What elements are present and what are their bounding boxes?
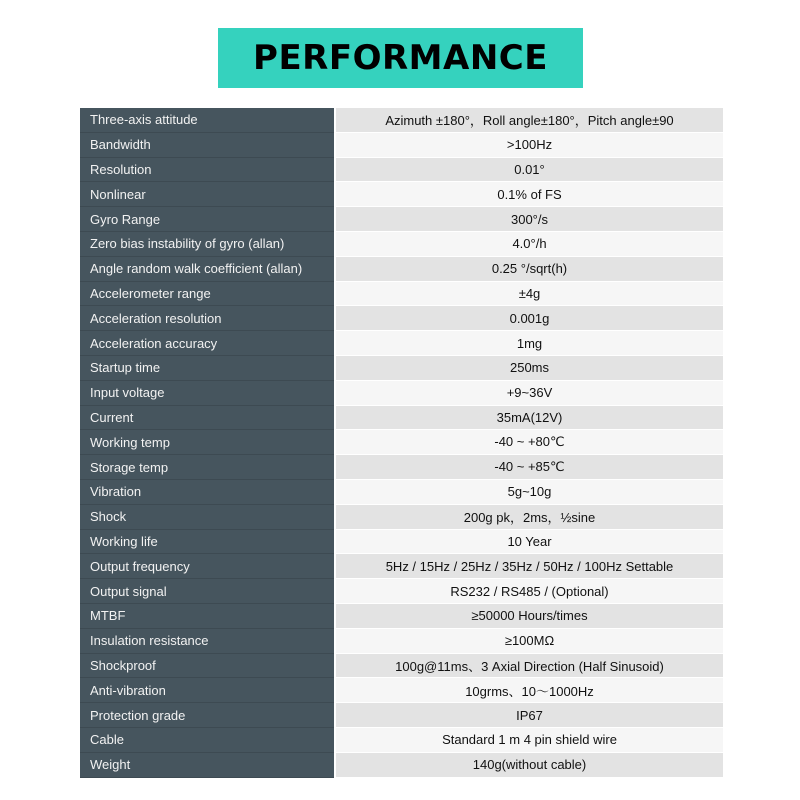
spec-label: Working life <box>80 529 334 554</box>
spec-label: Three-axis attitude <box>80 108 334 132</box>
spec-row <box>80 157 723 182</box>
spec-label: Output signal <box>80 579 334 604</box>
spec-label: Bandwidth <box>80 132 334 157</box>
spec-label: Input voltage <box>80 380 334 405</box>
spec-row <box>80 678 723 703</box>
spec-label: Storage temp <box>80 455 334 480</box>
spec-value: ≥100MΩ <box>336 628 723 653</box>
spec-row <box>80 231 723 256</box>
spec-label: Working temp <box>80 430 334 455</box>
spec-value: 0.1% of FS <box>336 182 723 207</box>
spec-row <box>80 355 723 380</box>
spec-label: Gyro Range <box>80 207 334 232</box>
spec-value: 5g~10g <box>336 479 723 504</box>
spec-label: Anti-vibration <box>80 678 334 703</box>
spec-value: >100Hz <box>336 132 723 157</box>
spec-value: 4.0°/h <box>336 231 723 256</box>
spec-row <box>80 256 723 281</box>
spec-value: 1mg <box>336 331 723 356</box>
spec-row <box>80 703 723 728</box>
spec-label: Current <box>80 405 334 430</box>
spec-label: Output frequency <box>80 554 334 579</box>
spec-label: Acceleration resolution <box>80 306 334 331</box>
spec-row <box>80 108 723 132</box>
spec-value: RS232 / RS485 / (Optional) <box>336 579 723 604</box>
spec-value: 5Hz / 15Hz / 25Hz / 35Hz / 50Hz / 100Hz Settable <box>336 554 723 579</box>
spec-label: Weight <box>80 752 334 777</box>
spec-label: Nonlinear <box>80 182 334 207</box>
spec-row <box>80 579 723 604</box>
spec-value: 250ms <box>336 355 723 380</box>
spec-value: -40 ~ +80℃ <box>336 430 723 455</box>
spec-label: Shock <box>80 504 334 529</box>
spec-value: 35mA(12V) <box>336 405 723 430</box>
spec-value: IP67 <box>336 703 723 728</box>
spec-row <box>80 405 723 430</box>
spec-value: 10 Year <box>336 529 723 554</box>
spec-value: 300°/s <box>336 207 723 232</box>
spec-row <box>80 306 723 331</box>
spec-value: ≥50000 Hours/times <box>336 603 723 628</box>
spec-value: 0.001g <box>336 306 723 331</box>
spec-row <box>80 207 723 232</box>
spec-row <box>80 628 723 653</box>
spec-row <box>80 554 723 579</box>
spec-row <box>80 182 723 207</box>
spec-value: 200g pk，2ms，½sine <box>336 504 723 529</box>
spec-row <box>80 430 723 455</box>
spec-label: Zero bias instability of gyro (allan) <box>80 231 334 256</box>
spec-table-body <box>80 108 723 777</box>
spec-value: Standard 1 m 4 pin shield wire <box>336 727 723 752</box>
spec-value: 100g@11ms、3 Axial Direction (Half Sinusoid) <box>336 653 723 678</box>
page-title: PERFORMANCE <box>253 38 548 78</box>
spec-label: Cable <box>80 727 334 752</box>
spec-row <box>80 752 723 777</box>
spec-row <box>80 653 723 678</box>
spec-table <box>80 108 723 778</box>
spec-row <box>80 504 723 529</box>
spec-row <box>80 380 723 405</box>
spec-label: Shockproof <box>80 653 334 678</box>
title-banner <box>218 28 583 88</box>
spec-row <box>80 727 723 752</box>
spec-value: 140g(without cable) <box>336 752 723 777</box>
spec-label: Vibration <box>80 479 334 504</box>
spec-value: Azimuth ±180°，Roll angle±180°，Pitch angle±90 <box>336 108 723 132</box>
spec-label: Insulation resistance <box>80 628 334 653</box>
spec-value: +9~36V <box>336 380 723 405</box>
spec-row <box>80 529 723 554</box>
spec-label: Resolution <box>80 157 334 182</box>
spec-row <box>80 331 723 356</box>
spec-row <box>80 479 723 504</box>
spec-label: Acceleration accuracy <box>80 331 334 356</box>
spec-label: Startup time <box>80 355 334 380</box>
spec-row <box>80 455 723 480</box>
spec-label: Angle random walk coefficient (allan) <box>80 256 334 281</box>
spec-value: 0.25 °/sqrt(h) <box>336 256 723 281</box>
spec-value: 10grms、10～1000Hz <box>336 678 723 703</box>
spec-row <box>80 603 723 628</box>
spec-value: ±4g <box>336 281 723 306</box>
spec-row <box>80 281 723 306</box>
spec-value: 0.01° <box>336 157 723 182</box>
spec-label: Accelerometer range <box>80 281 334 306</box>
spec-label: MTBF <box>80 603 334 628</box>
spec-value: -40 ~ +85℃ <box>336 455 723 480</box>
spec-label: Protection grade <box>80 703 334 728</box>
spec-row <box>80 132 723 157</box>
